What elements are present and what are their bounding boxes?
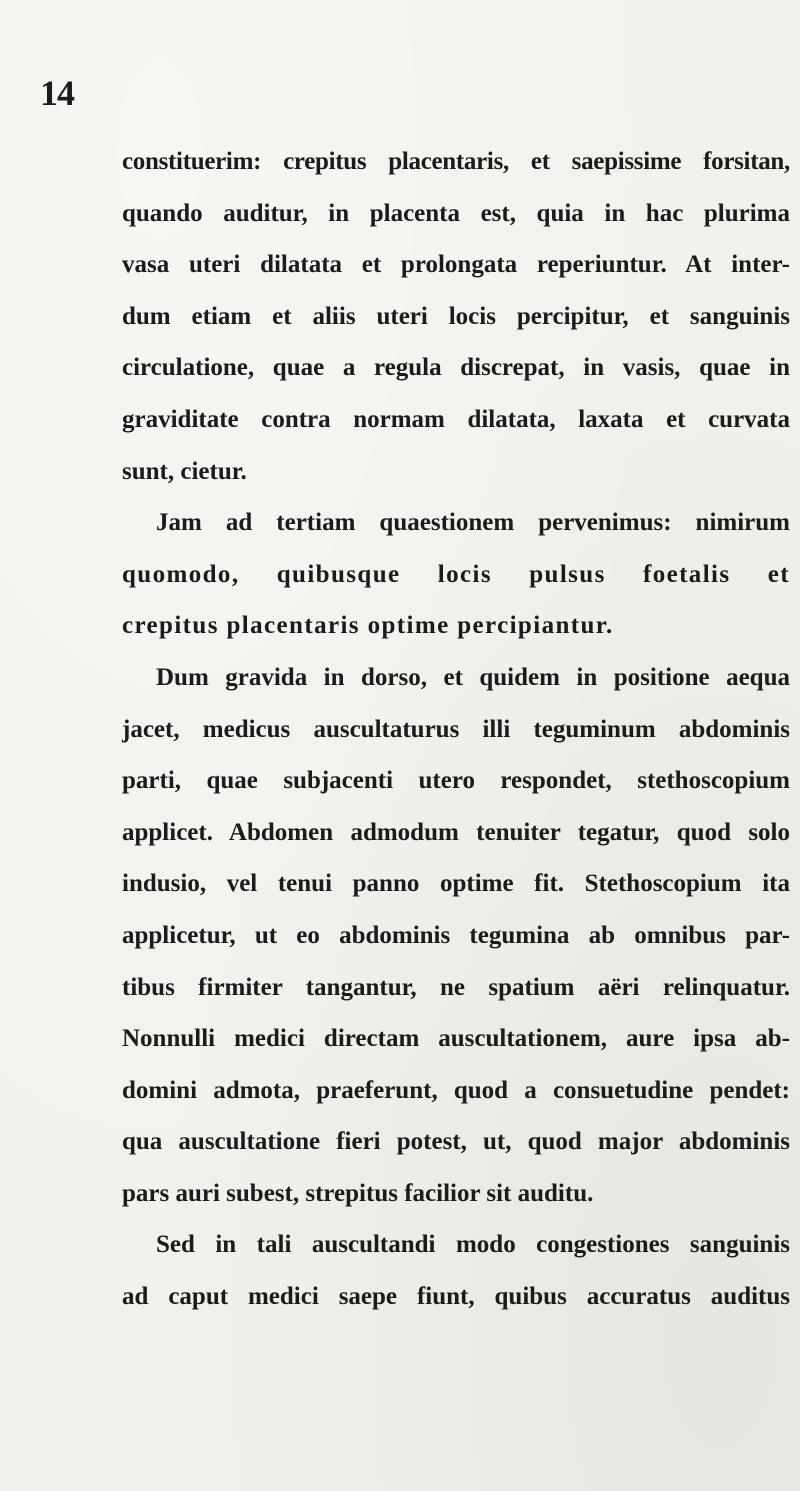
text-line: Jam ad tertiam quaestionem pervenimus: nimirum [156, 509, 790, 537]
text-line: Nonnulli medici directam auscultationem, aure ipsa ab- [122, 1025, 790, 1053]
text-line: pars auri subest, strepitus facilior sit auditu. [122, 1179, 594, 1207]
text-line: jacet, medicus auscultaturus illi teguminum abdominis [122, 715, 790, 743]
text-line: sunt, cietur. [122, 457, 247, 485]
text-line: ad caput medici saepe fiunt, quibus accuratus auditus [122, 1283, 790, 1311]
text-line: crepitus placentaris optime percipiantur. [122, 612, 614, 640]
text-line: quomodo, quibusque locis pulsus foetalis et [122, 560, 790, 588]
text-line: qua auscultatione fieri potest, ut, quod major abdominis [122, 1128, 790, 1156]
page-number: 14 [40, 73, 74, 113]
text-line: parti, quae subjacenti utero respondet, stethoscopium [122, 767, 790, 795]
text-line: vasa uteri dilatata et prolongata reperiuntur. At inter- [122, 251, 790, 279]
text-line: Dum gravida in dorso, et quidem in positione aequa [156, 663, 790, 691]
text-line: indusio, vel tenui panno optime fit. Stethoscopium ita [122, 870, 790, 898]
text-line: domini admota, praeferunt, quod a consuetudine pendet: [122, 1076, 790, 1104]
text-line: circulatione, quae a regula discrepat, in vasis, quae in [122, 354, 790, 382]
text-line: constituerim: crepitus placentaris, et saepissime forsitan, [122, 148, 790, 175]
text-line: quando auditur, in placenta est, quia in hac plurima [122, 199, 790, 227]
text-line: tibus firmiter tangantur, ne spatium aëri relinquatur. [122, 973, 790, 1001]
body-text [122, 136, 790, 1323]
text-line: applicetur, ut eo abdominis tegumina ab omnibus par- [122, 921, 790, 949]
text-line: graviditate contra normam dilatata, laxata et curvata [122, 405, 790, 433]
text-line: applicet. Abdomen admodum tenuiter tegatur, quod solo [122, 818, 790, 846]
text-line: Sed in tali auscultandi modo congestiones sanguinis [156, 1231, 790, 1259]
text-line: dum etiam et aliis uteri locis percipitur, et sanguinis [122, 302, 790, 330]
